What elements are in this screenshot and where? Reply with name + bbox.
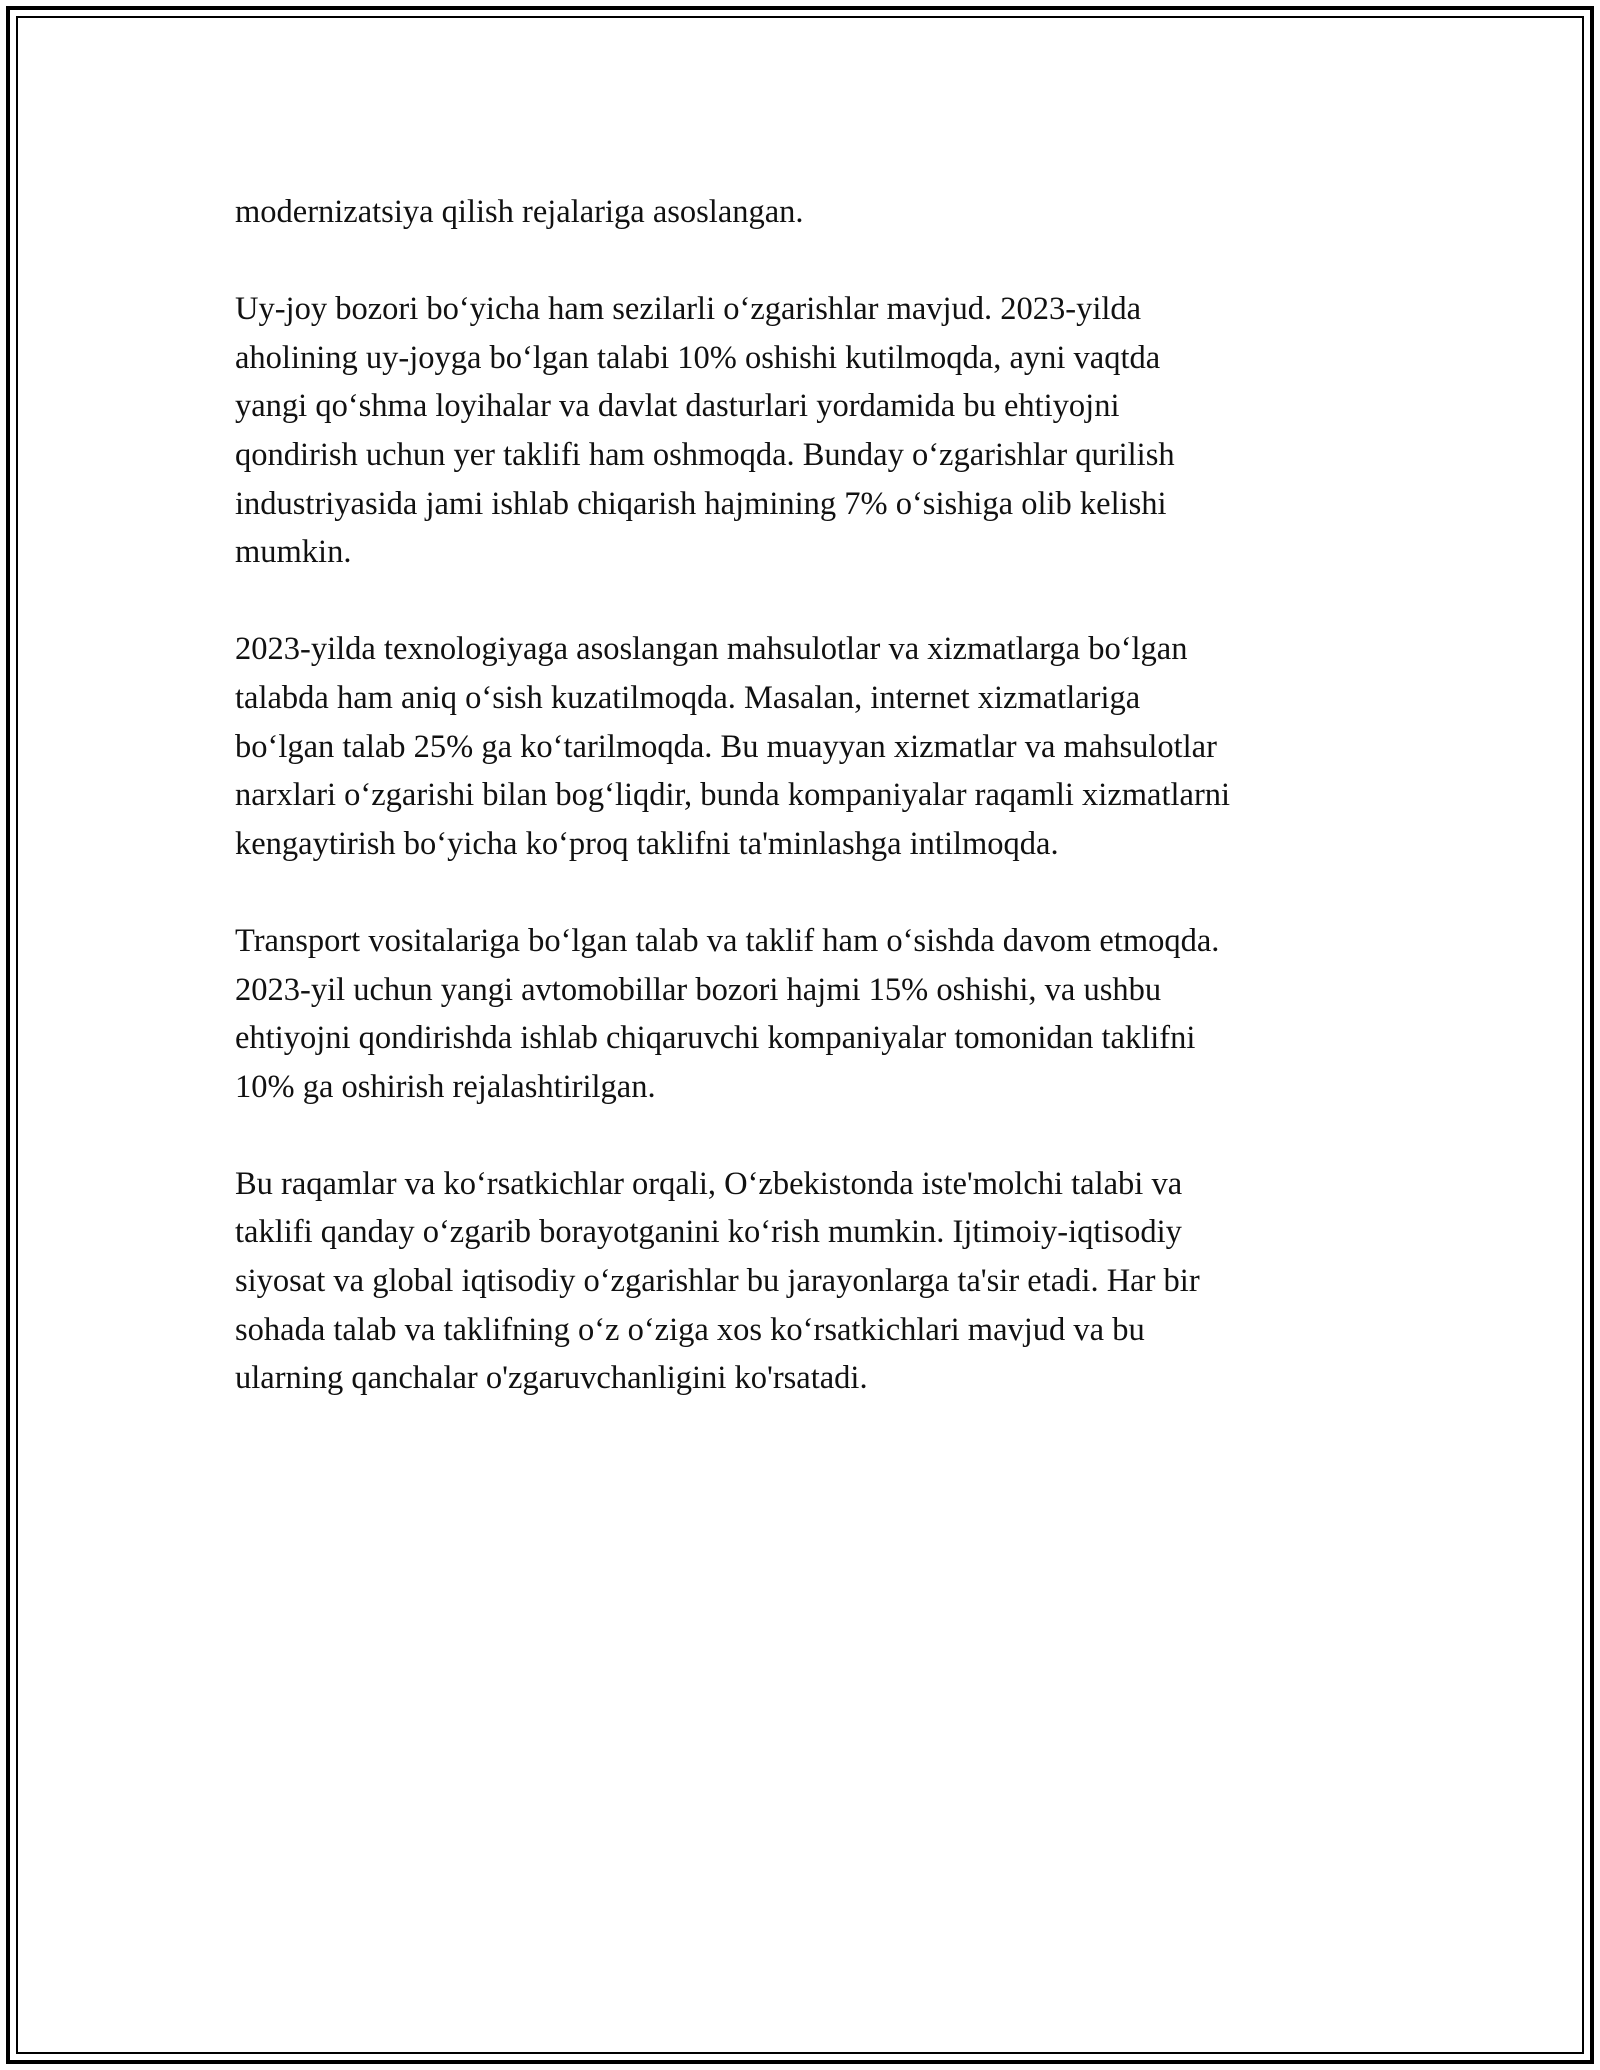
paragraph-2: Uy-joy bozori boʻyicha ham sezilarli oʻzgarishlar mavjud. 2023-yilda aholining uy-joyga boʻlgan talabi 10% oshishi kutilmoqda, ayni vaqtda yangi qoʻshma loyihalar va davlat dasturlari yordamida bu ehtiyojni qondirish uchun yer taklifi ham oshmoqda. Bunday oʻzgarishlar qurilish industriyasida jami ishlab chiqarish hajmining 7% oʻsishiga olib kelishi mumkin. <box>235 291 1175 571</box>
paragraph-1: modernizatsiya qilish rejalariga asoslangan. <box>235 194 804 230</box>
paragraph-3: 2023-yilda texnologiyaga asoslangan mahsulotlar va xizmatlarga boʻlgan talabda ham aniq oʻsish kuzatilmoqda. Masalan, internet xizmatlariga boʻlgan talab 25% ga koʻtarilmoqda. Bu muayyan xizmatlar va mahsulotlar narxlari oʻzgarishi bilan bogʻliqdir, bunda kompaniyalar raqamli xizmatlarni kengaytirish boʻyicha koʻproq taklifni ta'minlashga intilmoqda. <box>235 631 1231 862</box>
document-body <box>235 188 1375 1451</box>
paragraph-5: Bu raqamlar va koʻrsatkichlar orqali, Oʻzbekistonda iste'molchi talabi va taklifi qanday oʻzgarib borayotganini koʻrish mumkin. Ijtimoiy-iqtisodiy siyosat va global iqtisodiy oʻzgarishlar bu jarayonlarga ta'sir etadi. Har bir sohada talab va taklifning oʻz oʻziga xos koʻrsatkichlari mavjud va bu ularning qanchalar o'zgaruvchanligini ko'rsatadi. <box>235 1165 1200 1397</box>
paragraph-4: Transport vositalariga boʻlgan talab va taklif ham oʻsishda davom etmoqda. 2023-yil uchun yangi avtomobillar bozori hajmi 15% oshishi, va ushbu ehtiyojni qondirishda ishlab chiqaruvchi kompaniyalar tomonidan taklifni 10% ga oshirish rejalashtirilgan. <box>235 922 1220 1105</box>
